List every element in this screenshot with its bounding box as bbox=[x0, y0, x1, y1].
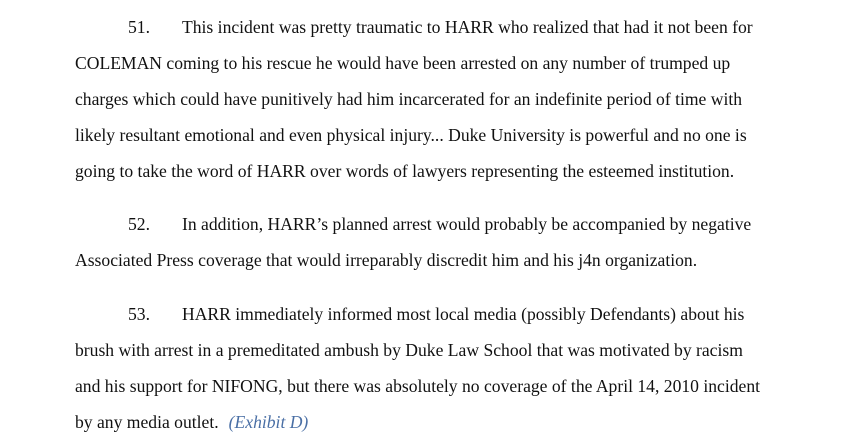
paragraph-number: 51. bbox=[128, 17, 150, 37]
paragraph-text-line: Associated Press coverage that would irreparably discredit him and his j4n organization. bbox=[75, 250, 698, 270]
paragraph-text-line: COLEMAN coming to his rescue he would have been arrested on any number of trumped up bbox=[75, 53, 731, 73]
paragraph-last-line bbox=[75, 410, 308, 434]
paragraph-first-line bbox=[128, 302, 744, 326]
paragraph-text-line: likely resultant emotional and even physical injury... Duke University is powerful and no one is bbox=[75, 125, 747, 145]
paragraph-text-line: by any media outlet. bbox=[75, 412, 219, 432]
paragraph-text-line: charges which could have punitively had him incarcerated for an indefinite period of time with bbox=[75, 89, 743, 109]
paragraph-text-line: HARR immediately informed most local media (possibly Defendants) about his bbox=[182, 304, 745, 324]
paragraph-first-line bbox=[128, 212, 751, 236]
paragraph-text-line: going to take the word of HARR over words of lawyers representing the esteemed institution. bbox=[75, 161, 735, 181]
paragraph-text-line: brush with arrest in a premeditated ambush by Duke Law School that was motivated by racism bbox=[75, 340, 743, 360]
paragraph-first-line bbox=[128, 15, 753, 39]
paragraph-text-line: This incident was pretty traumatic to HARR who realized that had it not been for bbox=[182, 17, 753, 37]
paragraph-text-line: and his support for NIFONG, but there was absolutely no coverage of the April 14, 2010 incident bbox=[75, 376, 761, 396]
paragraph-text-line: In addition, HARR’s planned arrest would probably be accompanied by negative bbox=[182, 214, 752, 234]
paragraph-number: 53. bbox=[128, 304, 150, 324]
exhibit-reference-link[interactable]: (Exhibit D) bbox=[228, 412, 309, 432]
paragraph-number: 52. bbox=[128, 214, 150, 234]
